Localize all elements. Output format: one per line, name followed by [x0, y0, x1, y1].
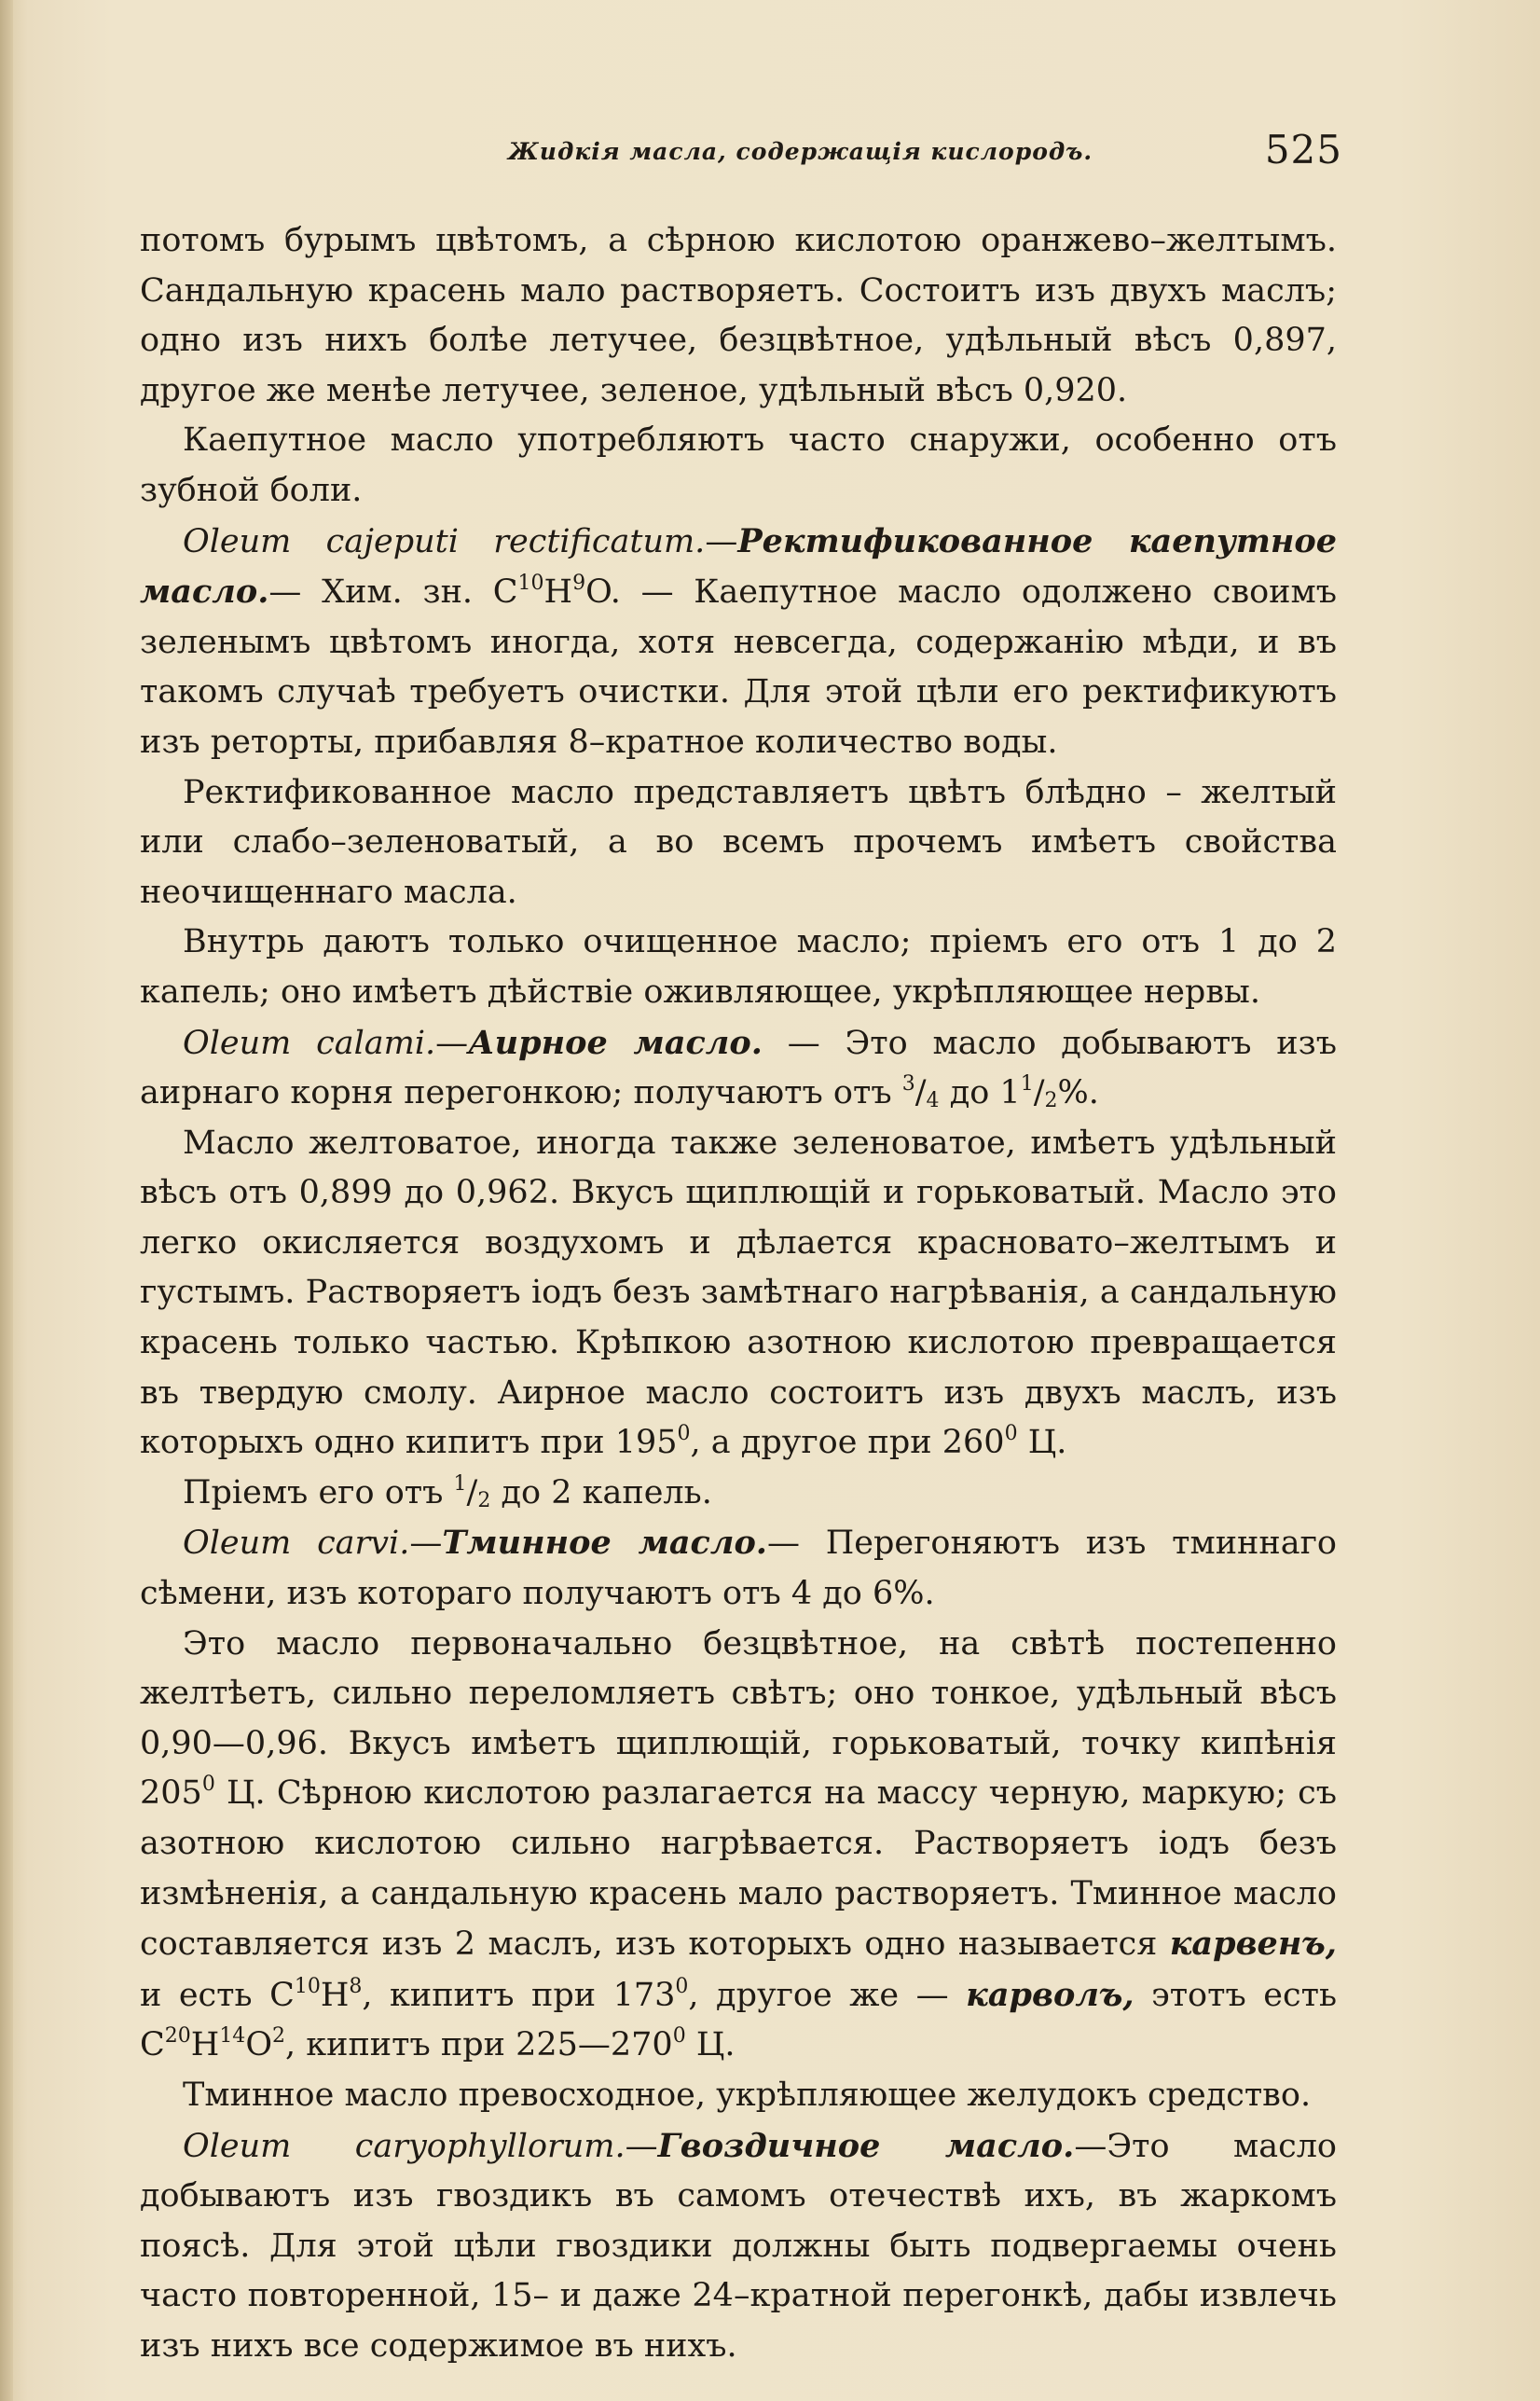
dash: —	[705, 522, 738, 560]
paragraph	[140, 918, 1337, 1017]
paragraph-text: Это масло первоначально безцвѣтное, на свѣтѣ постепенно желтѣетъ, сильно переломляетъ свѣтъ; оно тонкое, удѣльный вѣсъ 0,90—0,96. Вкусъ имѣетъ щиплющій, горьковатый, точку кипѣнія 205	[140, 1624, 1337, 1813]
paragraph-text: , кипитъ при 173	[362, 1976, 676, 2014]
paragraph-text: —Это масло добываютъ изъ гвоздикъ въ самомъ отечествѣ ихъ, въ жаркомъ поясѣ. Для этой цѣли гвоздики должны быть подвергаемы очень часто повторенной, 15– и даже 24–кратной перегонкѣ, дабы извлечь изъ нихъ все содержимое въ нихъ.	[140, 2127, 1337, 2365]
latin-name: Oleum carvi.	[183, 1525, 410, 1563]
entry-title: Ректификованное каепутное масло.	[140, 521, 1338, 612]
paragraph: Oleum calami.—Аирное масло. — Это масло добываютъ изъ аирнаго корня перегонкою; получаютъ отъ $^3/_4$ до $1^1/_2\%$.	[140, 1023, 1337, 1113]
entry-title: Гвоздичное масло.	[657, 2126, 1075, 2165]
paragraph-text: Пріемъ его отъ	[183, 1473, 444, 1511]
running-head: Жидкія масла, содержащія кислородъ.	[508, 138, 1093, 165]
paragraph	[140, 416, 1337, 516]
paragraph: Пріемъ его отъ $^1/_2$ до 2 капель.	[183, 1471, 712, 1512]
paragraph-text: %.	[1057, 1074, 1099, 1112]
paragraph-text: и есть C	[140, 1976, 295, 2014]
entry-title: Тминное масло.	[442, 1524, 767, 1563]
paragraph-text: Ц. Сѣрною кислотою разлагается на массу черную, маркую; съ азотною кислотою сильно нагрѣвается. Растворяетъ іодъ безъ измѣненія, а сандальную красень мало растворяетъ. Тминное масло составляется изъ 2 маслъ, изъ которыхъ одно называется	[140, 1774, 1337, 1964]
paragraph-text: , а другое при 260	[690, 1424, 1005, 1462]
dash: —	[409, 1525, 443, 1563]
paragraph-text: , кипитъ при 225—270	[285, 2026, 673, 2064]
latin-name: Oleum cajeputi rectificatum.	[183, 522, 706, 560]
paragraph	[140, 1620, 1337, 2071]
paragraph	[140, 216, 1337, 416]
entry-title: Аирное масло.	[468, 1023, 763, 1062]
dash: —	[435, 1024, 469, 1062]
paragraph-text: Ц.	[1017, 1424, 1067, 1462]
formula-index: 10	[294, 1974, 321, 1998]
formula-prefix: Хим. зн. C	[322, 573, 518, 612]
latin-name: Oleum caryophyllorum.	[183, 2127, 626, 2165]
paragraph	[140, 517, 1337, 768]
paragraph-text: Масло желтоватое, иногда также зеленоватое, имѣетъ удѣльный вѣсъ отъ 0,899 до 0,962. Вкусъ щиплющій и горьковатый. Масло это легко окисляется воздухомъ и дѣлается красновато–желтымъ и густымъ. Растворяетъ іодъ безъ замѣтнаго нагрѣванія, а сандальную красень только частью. Крѣпкою азотною кислотою превращается въ твердую смолу. Аирное масло состоитъ изъ двухъ маслъ, изъ которыхъ одно кипитъ при 195	[140, 1124, 1337, 1462]
formula-index: 2	[272, 2024, 286, 2049]
formula-symbol: O.	[585, 573, 621, 612]
body-text	[140, 216, 1337, 2372]
degree-mark: 0	[672, 2024, 686, 2049]
paragraph-text: — Перегоняютъ изъ тминнаго сѣмени, изъ котораго получаютъ отъ 4 до 6%.	[140, 1525, 1337, 1613]
formula-index: 8	[349, 1974, 363, 1998]
term: карволъ,	[966, 1975, 1134, 2014]
page-number: 525	[1264, 127, 1342, 172]
paragraph-text: — Это масло добываютъ изъ аирнаго корня перегонкою; получаютъ отъ	[140, 1024, 1337, 1112]
paragraph-text: до 1	[949, 1074, 1021, 1112]
paragraph	[140, 2121, 1337, 2372]
paragraph-text: до 2 капель.	[501, 1473, 712, 1511]
term: карвенъ,	[1169, 1925, 1337, 1964]
paragraph-text: Ц.	[685, 2026, 736, 2064]
paragraph-text: — Каепутное масло одолжено своимъ зеленымъ цвѣтомъ иногда, хотя невсегда, содержанію мѣди, и въ такомъ случаѣ требуетъ очистки. Для этой цѣли его ректификуютъ изъ реторты, прибавляя 8–кратное количество воды.	[140, 573, 1337, 761]
paragraph-text: потомъ бурымъ цвѣтомъ, а сѣрною кислотою оранжево–желтымъ. Сандальную красень мало растворяетъ. Состоитъ изъ двухъ маслъ; одно изъ нихъ болѣе летучее, безцвѣтное, удѣльный вѣсъ 0,897, другое же менѣе летучее, зеленое, удѣльный вѣсъ 0,920.	[140, 222, 1337, 409]
formula-index: 14	[219, 2024, 246, 2049]
page-header	[140, 127, 1342, 183]
dash: —	[625, 2127, 658, 2165]
fraction-denominator: 2	[1044, 1089, 1058, 1113]
formula-index: 20	[164, 2024, 191, 2049]
formula-symbol: H	[320, 1976, 350, 2014]
degree-mark: 0	[675, 1974, 689, 1998]
paragraph-text: Каепутное масло употребляютъ часто снаружи, особенно отъ зубной боли.	[140, 421, 1337, 509]
paragraph-text: Тминное масло превосходное, укрѣпляющее желудокъ средство.	[183, 2076, 1312, 2114]
formula-symbol: H	[190, 2026, 220, 2064]
degree-mark: 0	[201, 1773, 215, 1797]
latin-name: Oleum calami.	[183, 1024, 436, 1062]
fraction-denominator: 4	[926, 1089, 940, 1113]
paragraph-text: , другое же —	[688, 1976, 949, 2014]
dash: —	[268, 573, 302, 612]
fraction-numerator: 3	[901, 1072, 915, 1097]
degree-mark: 0	[677, 1422, 691, 1446]
paragraph-text: Ректификованное масло представляетъ цвѣтъ блѣдно – желтый или слабо–зеленоватый, а во всемъ прочемъ имѣетъ свойства неочищеннаго масла.	[140, 773, 1337, 911]
paragraph-text: этотъ есть C	[140, 1976, 1337, 2064]
formula-index: 9	[572, 572, 586, 596]
fraction-numerator: 1	[1020, 1072, 1034, 1097]
paragraph	[140, 1119, 1337, 1469]
paragraph-text: Внутрь даютъ только очищенное масло; пріемъ его отъ 1 до 2 капель; оно имѣетъ дѣйствіе оживляющее, укрѣпляющее нервы.	[140, 923, 1337, 1011]
formula-symbol: H	[543, 573, 573, 612]
fraction-numerator: 1	[453, 1471, 467, 1496]
fraction-denominator: 2	[477, 1488, 491, 1512]
paragraph	[140, 1518, 1337, 1619]
formula-index: 10	[517, 572, 544, 596]
paragraph	[140, 2071, 1337, 2121]
formula-symbol: O	[245, 2026, 273, 2064]
paragraph	[140, 768, 1337, 918]
degree-mark: 0	[1004, 1422, 1018, 1446]
